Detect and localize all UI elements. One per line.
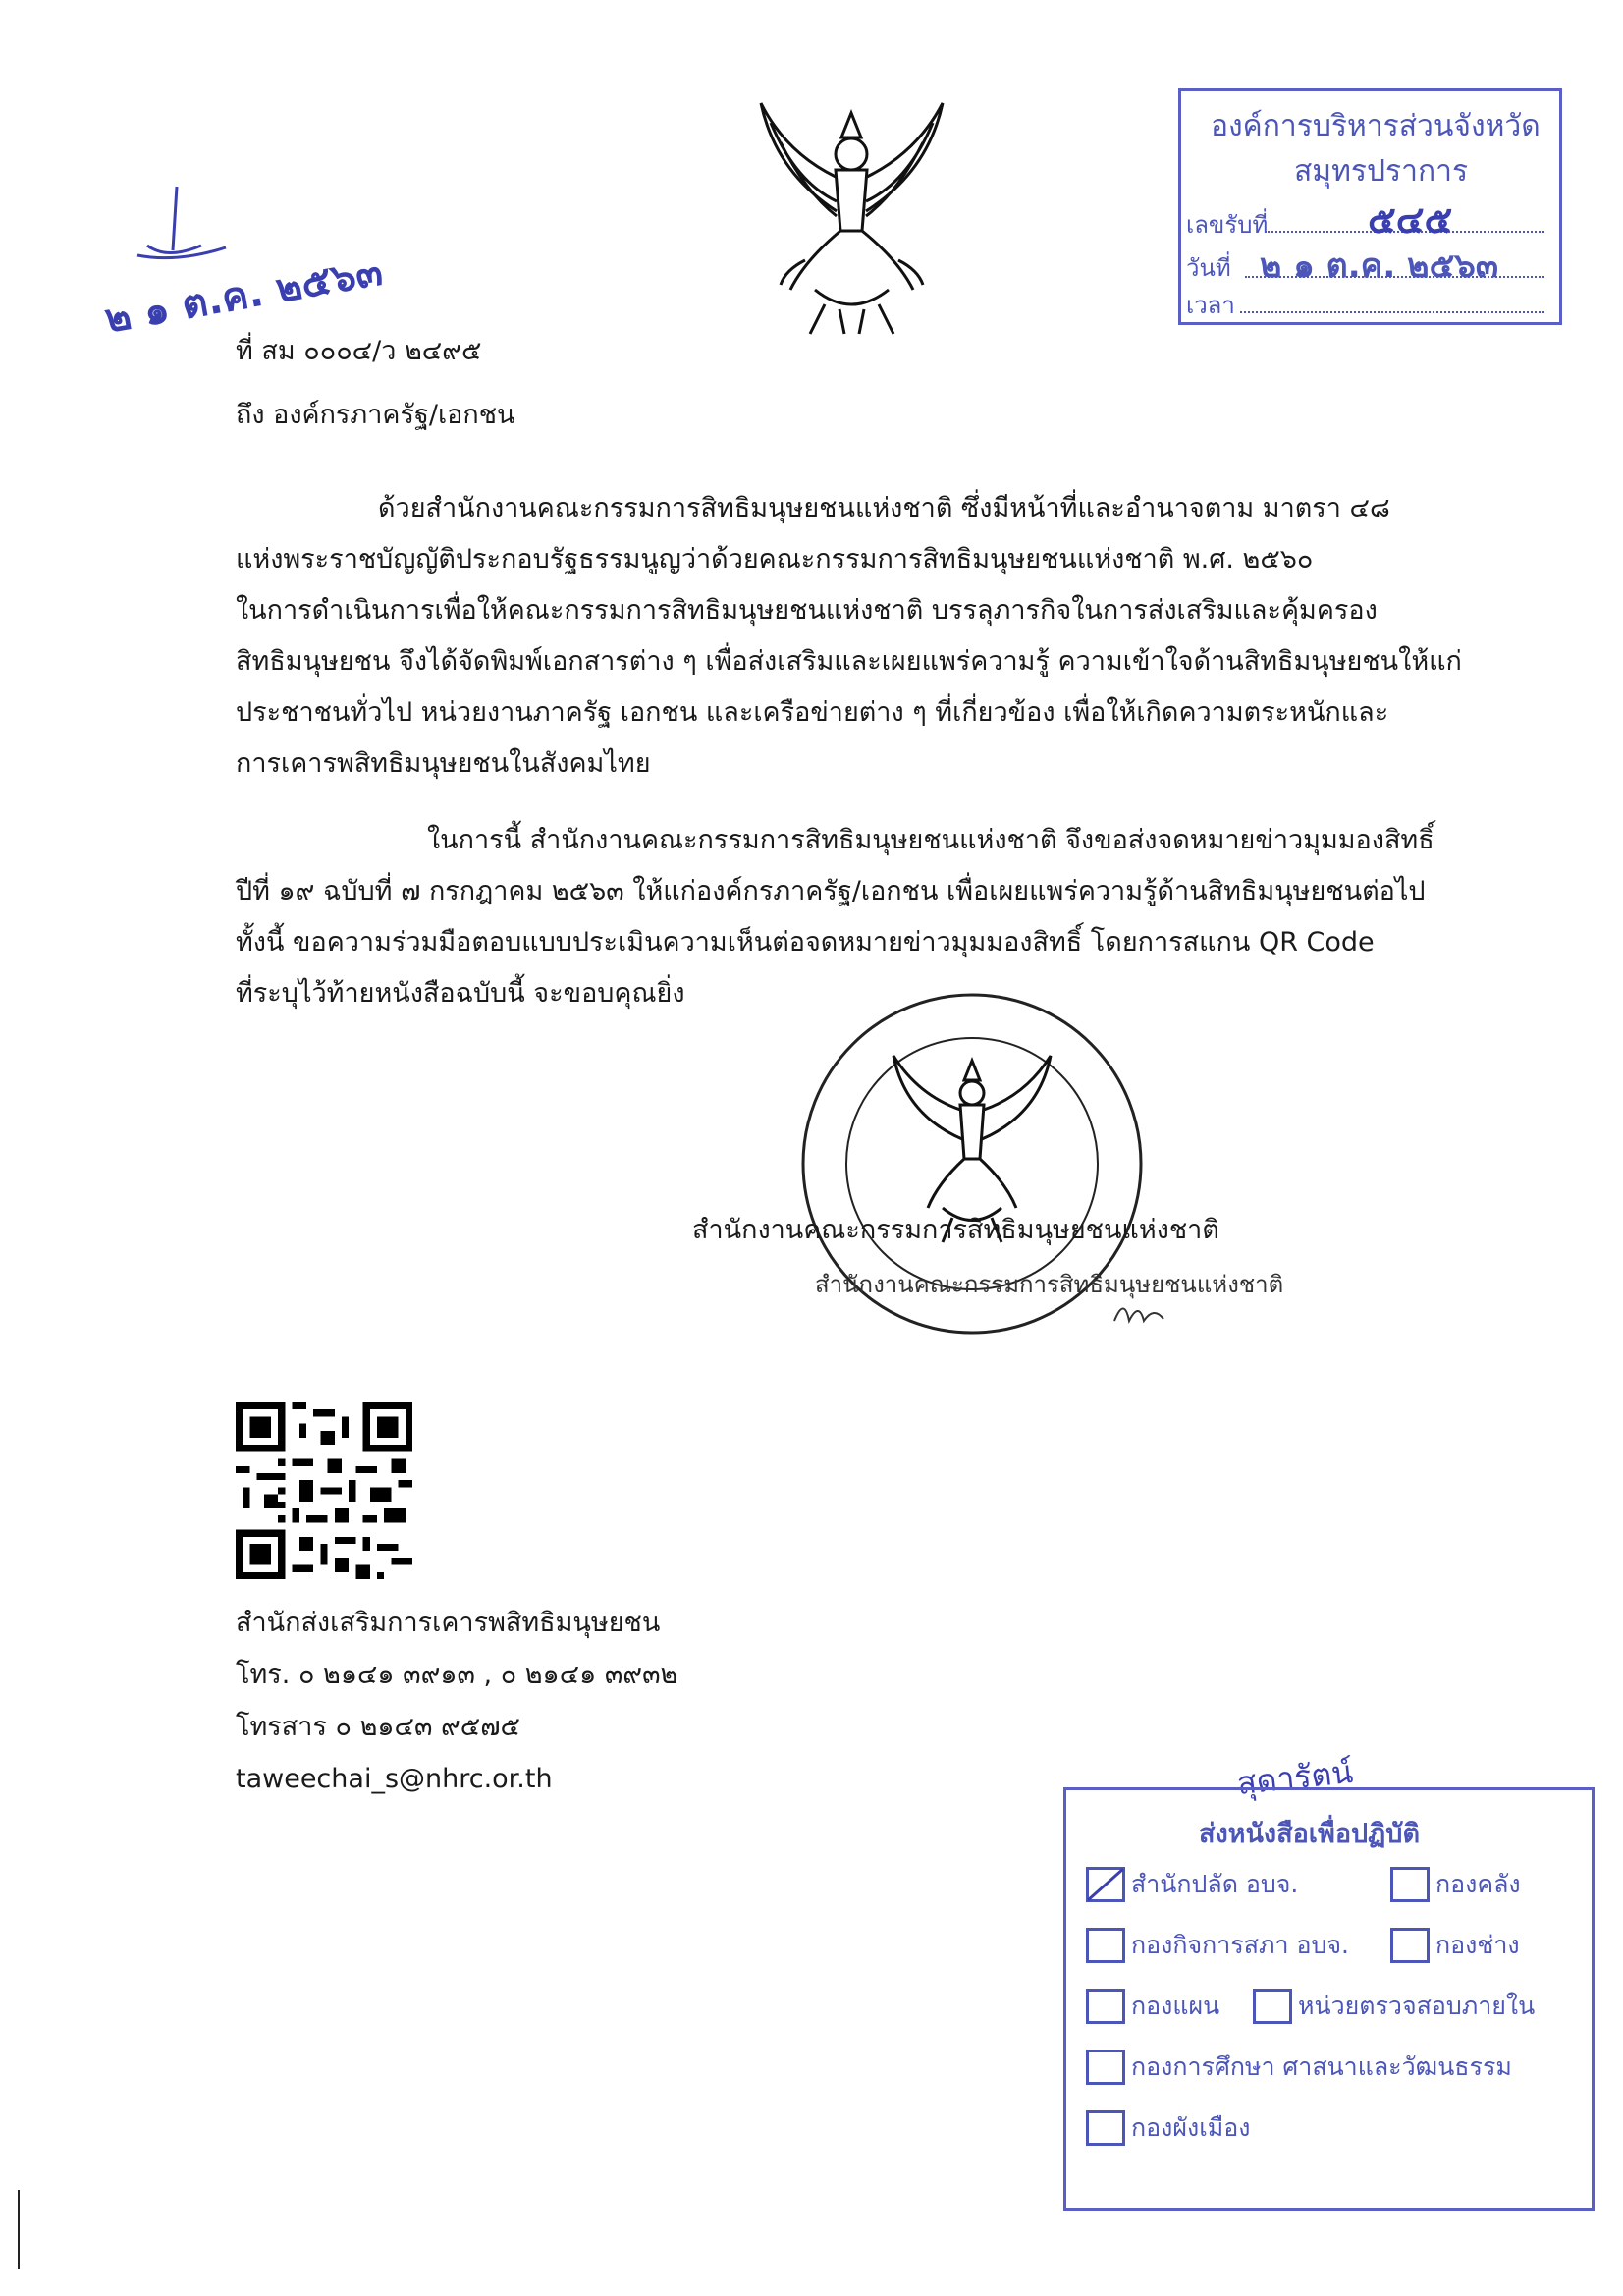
routing-item-education	[1086, 2048, 1512, 2087]
scan-edge-mark	[18, 2190, 20, 2269]
handnote-date: ๒ ๑ ต.ค. ๒๕๖๓	[101, 248, 387, 343]
signature-scribble	[1109, 1291, 1168, 1331]
paragraph-line: ทั้งนี้ ขอความร่วมมือตอบแบบประเมินความเห็นต่อจดหมายข่าวมุมมองสิทธิ์ โดยการสแกน QR Code	[236, 927, 1375, 957]
routing-item-label: กองคลัง	[1435, 1870, 1521, 1898]
receipt-label: เลขรับที่	[1186, 211, 1269, 239]
received-stamp-org-line2: สมุทรปราการ	[1294, 154, 1469, 189]
paragraph-line: ประชาชนทั่วไป หน่วยงานภาครัฐ เอกชน และเครือข่ายต่าง ๆ ที่เกี่ยวข้อง เพื่อให้เกิดความตระหนักและ	[236, 697, 1389, 728]
handwritten-initial-mark	[108, 177, 245, 275]
checkbox-council[interactable]	[1086, 1928, 1125, 1963]
recipient-line: ถึง องค์กรภาครัฐ/เอกชน	[236, 400, 515, 430]
routing-item-finance	[1390, 1865, 1521, 1904]
paragraph-line: ด้วยสำนักงานคณะกรรมการสิทธิมนุษยชนแห่งชาติ ซึ่งมีหน้าที่และอำนาจตาม มาตรา ๔๘	[378, 493, 1390, 523]
checkbox-planning[interactable]	[1086, 1989, 1125, 2024]
contact-phone: โทร. ๐ ๒๑๔๑ ๓๙๑๓ , ๐ ๒๑๔๑ ๓๙๓๒	[236, 1660, 678, 1690]
paragraph-line: ในการนี้ สำนักงานคณะกรรมการสิทธิมนุษยชนแห่งชาติ จึงขอส่งจดหมายข่าวมุมมองสิทธิ์	[427, 825, 1434, 855]
contact-fax: โทรสาร ๐ ๒๑๔๓ ๙๕๗๕	[236, 1712, 520, 1742]
paragraph-line: ปีที่ ๑๙ ฉบับที่ ๗ กรกฎาคม ๒๕๖๓ ให้แก่องค์กรภาครัฐ/เอกชน เพื่อเผยแพร่ความรู้ด้านสิทธิมนุษยชนต่อไป	[236, 876, 1426, 906]
contact-email[interactable]: taweechai_s@nhrc.or.th	[236, 1764, 553, 1794]
seal-text: สำนักงานคณะกรรมการสิทธิมนุษยชนแห่งชาติ	[815, 1271, 1284, 1298]
garuda-emblem-icon	[746, 93, 957, 339]
routing-item-engineering	[1390, 1926, 1520, 1965]
contact-unit: สำนักส่งเสริมการเคารพสิทธิมนุษยชน	[236, 1608, 661, 1638]
checkbox-audit[interactable]	[1253, 1989, 1292, 2024]
routing-item-label: กองแผน	[1131, 1992, 1220, 2020]
paragraph-line: สิทธิมนุษยชน จึงได้จัดพิมพ์เอกสารต่าง ๆ เพื่อส่งเสริมและเผยแพร่ความรู้ ความเข้าใจด้านสิทธิมนุษยชนให้แก่	[236, 646, 1462, 677]
routing-item-label: กองกิจการสภา อบจ.	[1131, 1931, 1349, 1959]
paragraph-line: แห่งพระราชบัญญัติประกอบรัฐธรรมนูญว่าด้วยคณะกรรมการสิทธิมนุษยชนแห่งชาติ พ.ศ. ๒๕๖๐	[236, 544, 1314, 574]
routing-item-label: กองผังเมือง	[1131, 2113, 1251, 2142]
paragraph-line: ที่ระบุไว้ท้ายหนังสือฉบับนี้ จะขอบคุณยิ่ง	[236, 978, 685, 1009]
paragraph-line: ในการดำเนินการเพื่อให้คณะกรรมการสิทธิมนุษยชนแห่งชาติ บรรลุภารกิจในการส่งเสริมและคุ้มครอง	[236, 595, 1378, 626]
date-label: วันที่	[1186, 254, 1231, 282]
checkbox-urban-planning[interactable]	[1086, 2110, 1125, 2146]
checkbox-office[interactable]	[1086, 1867, 1125, 1902]
routing-item-council	[1086, 1926, 1349, 1965]
document-reference: ที่ สม ๐๐๐๔/ว ๒๔๙๕	[236, 336, 482, 366]
checkbox-finance[interactable]	[1390, 1867, 1430, 1902]
checkbox-education[interactable]	[1086, 2050, 1125, 2085]
routing-handwritten-name: สุดารัตน์	[1235, 1752, 1355, 1803]
receipt-number: ๕๔๕	[1368, 198, 1453, 242]
routing-item-label: หน่วยตรวจสอบภายใน	[1298, 1992, 1536, 2020]
checkbox-engineering[interactable]	[1390, 1928, 1430, 1963]
routing-title: ส่งหนังสือเพื่อปฏิบัติ	[1199, 1819, 1420, 1849]
received-stamp-org-line1: องค์การบริหารส่วนจังหวัด	[1211, 109, 1541, 143]
signature-office: สำนักงานคณะกรรมการสิทธิมนุษยชนแห่งชาติ	[692, 1215, 1219, 1245]
routing-item-audit	[1253, 1987, 1535, 2026]
received-date: ๒ ๑ ต.ค. ๒๕๖๓	[1260, 246, 1499, 286]
routing-item-office	[1086, 1865, 1298, 1904]
routing-item-planning	[1086, 1987, 1219, 2026]
routing-item-label: สำนักปลัด อบจ.	[1131, 1870, 1299, 1898]
routing-item-urban-planning	[1086, 2108, 1250, 2148]
received-stamp	[1178, 88, 1562, 325]
paragraph-line: การเคารพสิทธิมนุษยชนในสังคมไทย	[236, 748, 651, 779]
time-label: เวลา	[1186, 292, 1235, 319]
routing-stamp	[1063, 1787, 1595, 2211]
routing-item-label: กองช่าง	[1435, 1931, 1520, 1959]
routing-item-label: กองการศึกษา ศาสนาและวัฒนธรรม	[1131, 2052, 1512, 2081]
qr-code[interactable]	[236, 1402, 412, 1579]
